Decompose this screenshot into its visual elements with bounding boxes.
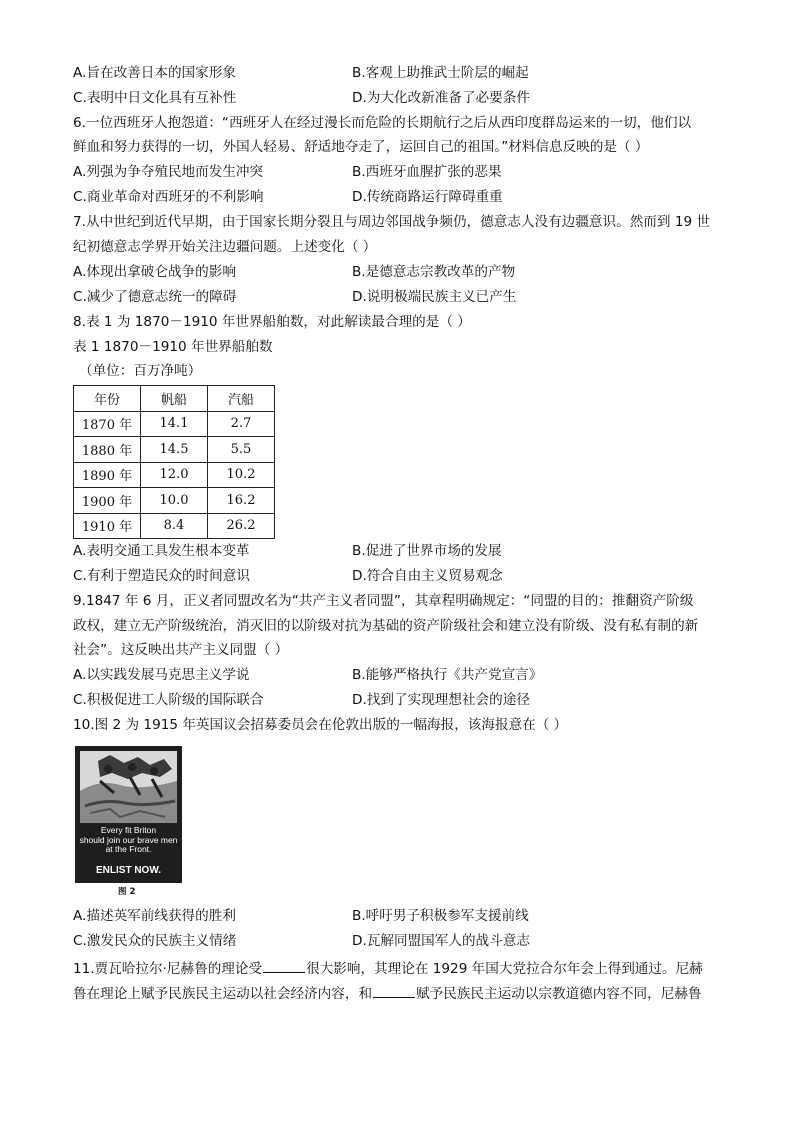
q8-stem: 8.表 1 为 1870－1910 年世界船舶数，对此解读最合理的是（ ） bbox=[73, 314, 471, 330]
q9-option-a[interactable]: A.以实践发展马克思主义学说 bbox=[73, 667, 250, 683]
poster-battle-illustration bbox=[80, 751, 177, 823]
q11-line-2-part-1: 鲁在理论上赋予民族民主运动以社会经济内容，和 bbox=[73, 986, 373, 1002]
q9-option-b[interactable]: B.能够严格执行《共产党宣言》 bbox=[352, 667, 543, 683]
q11-line-1-part-1: 11.贾瓦哈拉尔·尼赫鲁的理论受 bbox=[73, 961, 263, 977]
table-title: 表 1 1870－1910 年世界船舶数 bbox=[73, 339, 273, 355]
q9-stem-line-1: 9.1847 年 6 月，正义者同盟改名为“共产主义者同盟”，其章程明确规定：“同盟的目的：推翻资产阶级 bbox=[73, 593, 694, 609]
q9-option-c[interactable]: C.积极促进工人阶级的国际联合 bbox=[73, 692, 264, 708]
table-row bbox=[74, 437, 275, 463]
cell-sailing: 14.1 bbox=[141, 411, 208, 437]
q5-option-d[interactable]: D.为大化改新准备了必要条件 bbox=[352, 90, 530, 106]
q6-option-b[interactable]: B.西班牙血腥扩张的恶果 bbox=[352, 164, 502, 180]
cell-sailing: 8.4 bbox=[141, 513, 208, 539]
q7-option-d[interactable]: D.说明极端民族主义已产生 bbox=[352, 289, 517, 305]
q8-option-b[interactable]: B.促进了世界市场的发展 bbox=[352, 543, 502, 559]
table-row bbox=[74, 513, 275, 539]
q8-option-d[interactable]: D.符合自由主义贸易观念 bbox=[352, 568, 503, 584]
header-steamship: 汽船 bbox=[208, 386, 275, 412]
q7-stem-line-1: 7.从中世纪到近代早期，由于国家长期分裂且与周边邻国战争频仍，德意志人没有边疆意识。然而到 19 世 bbox=[73, 214, 711, 230]
q7-stem-line-2: 纪初德意志学界开始关注边疆问题。上述变化（ ） bbox=[73, 239, 377, 255]
poster-call-to-action: ENLIST NOW. bbox=[96, 865, 161, 876]
q6-option-c[interactable]: C.商业革命对西班牙的不利影响 bbox=[73, 189, 264, 205]
q9-stem-line-2: 政权，建立无产阶级统治，消灭旧的以阶级对抗为基础的资产阶级社会和建立没有阶级、没有私有制的新 bbox=[73, 618, 699, 634]
q7-option-b[interactable]: B.是德意志宗教改革的产物 bbox=[352, 264, 516, 280]
cell-steam: 5.5 bbox=[208, 437, 275, 463]
cell-steam: 2.7 bbox=[208, 411, 275, 437]
table-row bbox=[74, 462, 275, 488]
q8-option-a[interactable]: A.表明交通工具发生根本变革 bbox=[73, 543, 250, 559]
q11-line-2-part-2: 赋予民族民主运动以宗教道德内容不同，尼赫鲁 bbox=[416, 986, 702, 1002]
header-sailing-ship: 帆船 bbox=[141, 386, 208, 412]
q5-option-a[interactable]: A.旨在改善日本的国家形象 bbox=[73, 65, 236, 81]
cell-sailing: 10.0 bbox=[141, 488, 208, 514]
cell-year: 1880 年 bbox=[74, 437, 141, 463]
q5-option-b[interactable]: B.客观上助推武士阶层的崛起 bbox=[352, 65, 529, 81]
table-row bbox=[74, 411, 275, 437]
poster-slogan: Every fit Briton should join our brave men at the Front. bbox=[79, 825, 178, 854]
q11-blank-1[interactable] bbox=[263, 958, 305, 973]
q10-stem: 10.图 2 为 1915 年英国议会招募委员会在伦敦出版的一幅海报，该海报意在（ ） bbox=[73, 717, 568, 733]
q11-blank-2[interactable] bbox=[373, 983, 415, 998]
cell-year: 1890 年 bbox=[74, 462, 141, 488]
q11-line-1-part-2: 很大影响，其理论在 1929 年国大党拉合尔年会上得到通过。尼赫 bbox=[306, 961, 703, 977]
q10-option-c[interactable]: C.激发民众的民族主义情绪 bbox=[73, 933, 237, 949]
table-header-row bbox=[74, 386, 275, 412]
cell-sailing: 12.0 bbox=[141, 462, 208, 488]
cell-steam: 26.2 bbox=[208, 513, 275, 539]
q6-option-a[interactable]: A.列强为争夺殖民地而发生冲突 bbox=[73, 164, 264, 180]
recruitment-poster bbox=[75, 746, 182, 883]
q8-option-c[interactable]: C.有利于塑造民众的时间意识 bbox=[73, 568, 250, 584]
q6-stem-line-1: 6.一位西班牙人抱怨道：“西班牙人在经过漫长而危险的长期航行之后从西印度群岛运来的一切，他们以 bbox=[73, 115, 692, 131]
cell-year: 1910 年 bbox=[74, 513, 141, 539]
q7-option-a[interactable]: A.体现出拿破仑战争的影响 bbox=[73, 264, 236, 280]
q7-option-c[interactable]: C.减少了德意志统一的障碍 bbox=[73, 289, 237, 305]
figure-caption: 图 2 bbox=[118, 887, 136, 897]
q10-option-a[interactable]: A.描述英军前线获得的胜利 bbox=[73, 908, 236, 924]
q9-stem-line-3: 社会”。这反映出共产主义同盟（ ） bbox=[73, 642, 289, 658]
q10-option-b[interactable]: B.呼吁男子积极参军支援前线 bbox=[352, 908, 529, 924]
q5-option-c[interactable]: C.表明中日文化具有互补性 bbox=[73, 90, 237, 106]
cell-sailing: 14.5 bbox=[141, 437, 208, 463]
q6-option-d[interactable]: D.传统商路运行障碍重重 bbox=[352, 189, 503, 205]
q10-option-d[interactable]: D.瓦解同盟国军人的战斗意志 bbox=[352, 933, 530, 949]
q11-line-2 bbox=[73, 983, 702, 1003]
q6-stem-line-2: 鲜血和努力获得的一切，外国人轻易、舒适地夺走了，运回自己的祖国。”材料信息反映的是（ ） bbox=[73, 139, 649, 155]
header-year: 年份 bbox=[74, 386, 141, 412]
table-row bbox=[74, 488, 275, 514]
q11-line-1 bbox=[73, 958, 703, 978]
cell-steam: 16.2 bbox=[208, 488, 275, 514]
cell-year: 1900 年 bbox=[74, 488, 141, 514]
cell-steam: 10.2 bbox=[208, 462, 275, 488]
table-unit: （单位：百万净吨） bbox=[79, 363, 202, 379]
q9-option-d[interactable]: D.找到了实现理想社会的途径 bbox=[352, 692, 530, 708]
ship-tonnage-table bbox=[73, 385, 275, 539]
cell-year: 1870 年 bbox=[74, 411, 141, 437]
